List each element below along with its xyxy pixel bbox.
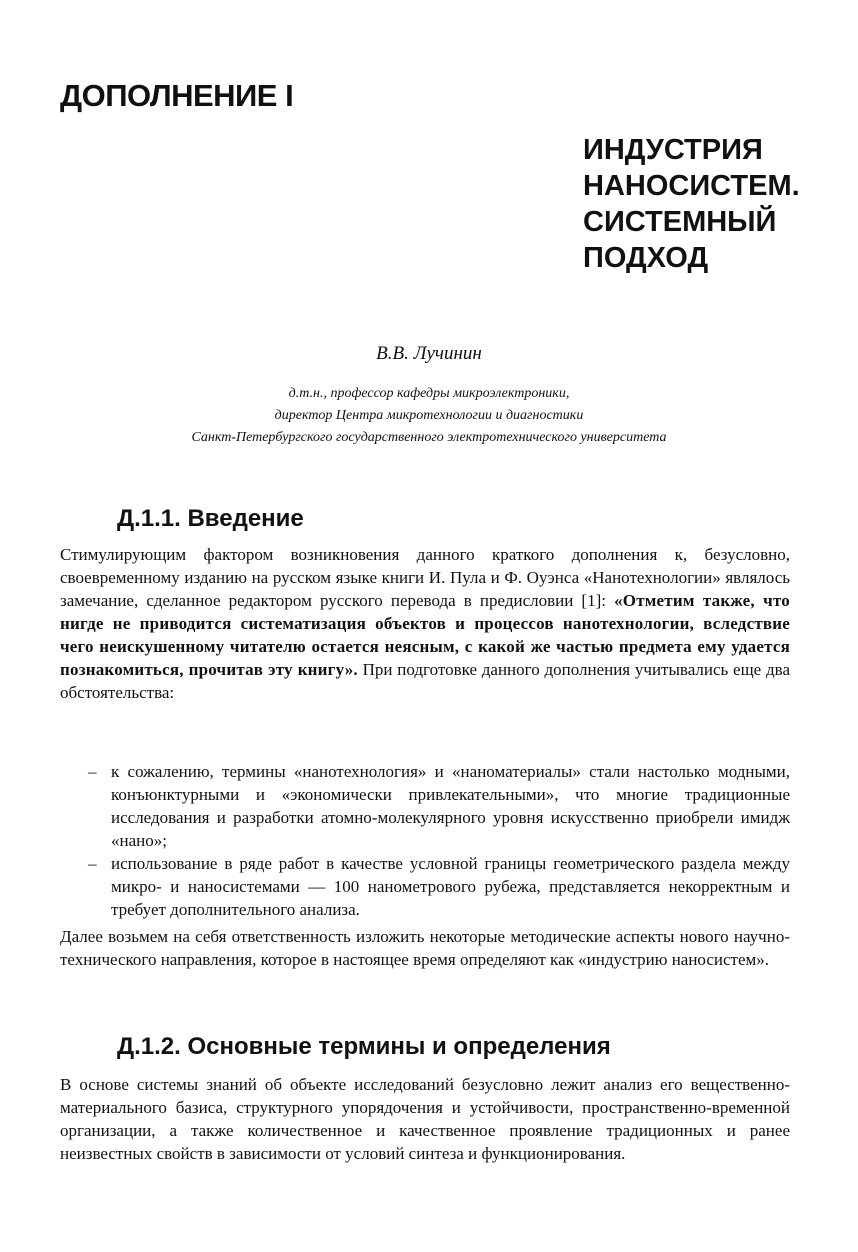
list-item	[88, 760, 790, 852]
bullet-list	[88, 760, 790, 921]
list-item	[88, 852, 790, 921]
terms-paragraph: В основе системы знаний об объекте исследований безусловно лежит анализ его вещественно-материального базиса, структурного упорядочения и устойчивости, пространственно-временной организации, а также количественное и качественное проявление традиционных и ранее неизвестных свойств в зависимости от условий синтеза и функционирования.	[60, 1075, 790, 1163]
intro-paragraph	[60, 543, 790, 704]
author-name: В.В. Лучинин	[376, 343, 482, 364]
list-item-text: использование в ряде работ в качестве условной границы геометрического раздела между микро- и наносистемами — 100 нанометрового рубежа, представляется некорректным и требует дополнительного анализа.	[111, 854, 790, 919]
chapter-title-line: ПОДХОД	[583, 242, 709, 274]
intro-text: Стимулирующим фактором возникновения данного краткого дополнения к, безусловно, своевременному изданию на русском языке книги И. Пула и Ф. Оуэнса «Нанотехнологии» являлось замечание, сделанное редактором русского перевода в предисловии [1]:	[60, 545, 790, 610]
intro-text-end: При подготовке данного дополнения учитывались еще два обстоятельства:	[60, 660, 790, 702]
editor-quote: «Отметим также, что нигде не приводится систематизация объектов и процессов нанотехнологии, вследствие чего неискушенному читателю остается неясным, с какой же частью предмета ему удается познакомиться, прочитав эту книгу».	[60, 591, 790, 679]
appendix-label: ДОПОЛНЕНИЕ I	[60, 78, 294, 113]
chapter-title-line: ИНДУСТРИЯ	[583, 134, 763, 166]
affiliation-line: д.т.н., профессор кафедры микроэлектроники,	[288, 386, 570, 401]
list-item-text: к сожалению, термины «нанотехнология» и «наноматериалы» стали настолько модными, конъюнктурными и «экономически привлекательными», что многие традиционные исследования и разработки атомно-молекулярного уровня искусственно приобрели имидж «нано»;	[111, 762, 790, 850]
chapter-title	[583, 132, 843, 276]
author-affiliation	[0, 383, 858, 449]
bullet-dash: –	[88, 854, 97, 873]
affiliation-line: Санкт-Петербургского государственного электротехнического университета	[191, 430, 667, 445]
section-heading-terms: Д.1.2. Основные термины и определения	[117, 1033, 611, 1060]
chapter-title-line: СИСТЕМНЫЙ	[583, 206, 777, 238]
bullet-dash: –	[88, 762, 97, 781]
section-heading-introduction: Д.1.1. Введение	[117, 505, 304, 532]
closing-paragraph: Далее возьмем на себя ответственность изложить некоторые методические аспекты нового научно-технического направления, которое в настоящее время определяют как «индустрию наносистем».	[60, 927, 790, 969]
affiliation-line: директор Центра микротехнологии и диагностики	[274, 408, 584, 423]
chapter-title-line: НАНОСИСТЕМ.	[583, 170, 800, 202]
